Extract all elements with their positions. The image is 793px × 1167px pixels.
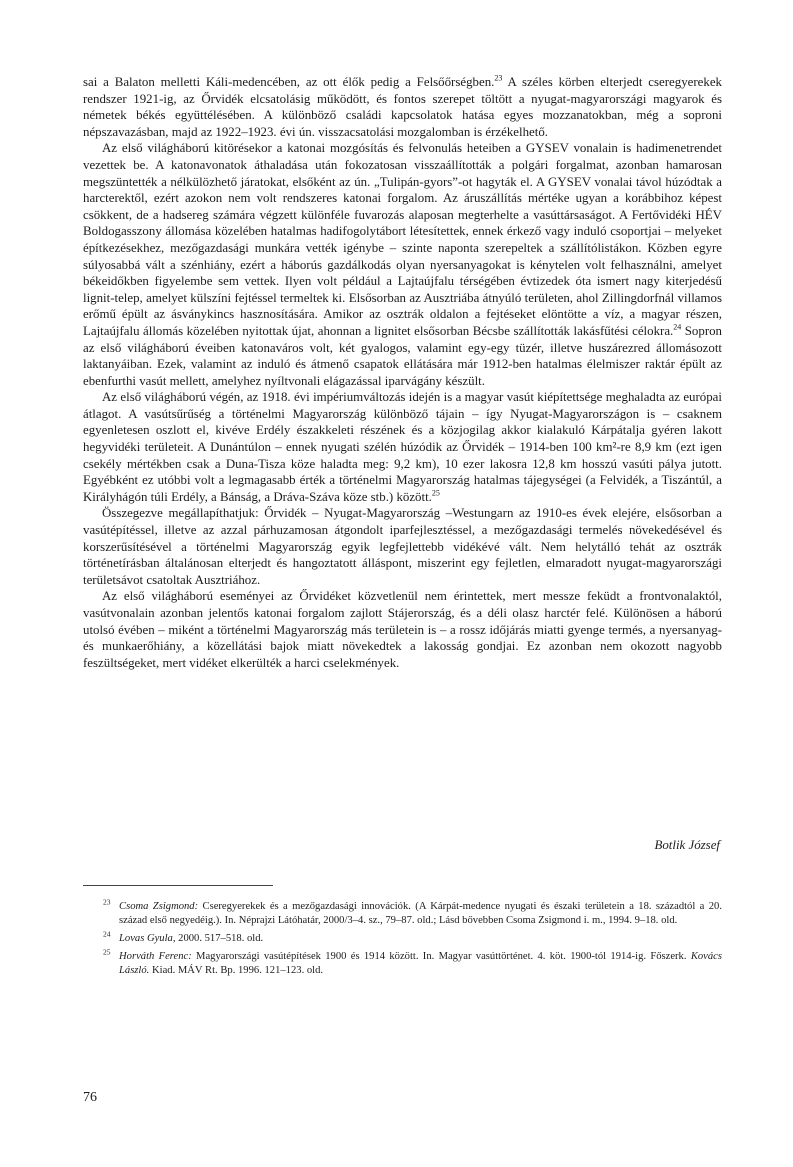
footnote-23: $^{23}$ Csoma Zsigmond: Cseregyerekek és a mezőgazdasági innovációk. (A Kárpát-medence nyugati és északi területein a 18. századtól a 20. század első negyedéig.). In. Néprajzi Látóhatár, 2000/3–4. sz., 79–87. old.; Lásd bővebben Csoma Zsigmond i. m., 1994. 9–18. old. [103, 897, 722, 926]
main-text [83, 74, 722, 671]
footnote-author: Csoma Zsigmond: [119, 901, 199, 912]
footnote-divider [83, 885, 273, 886]
footnotes [83, 897, 722, 982]
footnote-author: Lovas Gyula, [119, 933, 176, 944]
footnote-number: 25 [103, 947, 111, 957]
footnote-number: 23 [103, 897, 111, 907]
author-signature: Botlik József [654, 838, 720, 852]
footnote-author: Horváth Ferenc: [119, 951, 192, 962]
paragraph-4: Összegezve megállapíthatjuk: Őrvidék – Nyugat-Magyarország –Westungarn az 1910-es évek elejére, elsősorban a vasútépítéssel, illetve az azzal párhuzamosan átgondolt iparfejlesztéssel, a mezőgazdasági termelés növekedésével és korszerűsítésével a történelmi Magyarország egyik legfejlettebb vidékévé vált. Nem helytálló tehát az osztrák történetírásban általánosan elterjedt és hangoztatott álláspont, miszerint egy fejletlen, elmaradott nyugat-magyarországi területsávot csatoltak Ausztriához. [83, 506, 722, 587]
paragraph-1: sai a Balaton melletti Káli-medencében, az ott élők pedig a Felsőőrségben.$^{23}$ A széles körben elterjedt cseregyerekek rendszer 1921-ig, az Őrvidék elcsatolásig működött, és fontos szerepet töltött a nyugat-magyarországi magyarok és németek békés együttélésében. A különböző családi kapcsolatok hatása egyes mozzanatokban, még a soproni népszavazásban, majd az 1922–1923. évi ún. visszacsatolási mozgalomban is érzékelhető. [83, 73, 722, 139]
footnote-ref-24[interactable]: 24 [673, 322, 682, 332]
footnote-ref-25[interactable]: 25 [431, 488, 440, 498]
page-number: 76 [83, 1090, 97, 1105]
paragraph-2: Az első világháború kitörésekor a katonai mozgósítás és felvonulás heteiben a GYSEV vonalain is hadimenetrendet vezettek be. A katonavonatok áthaladása után fokozatosan visszaállították a polgári forgalmat, azonban hamarosan megszüntették a nélkülözhető járatokat, elsőként az ún. „Tulipán-gyors”-ot hagyták el. A GYSEV vonalai távol húzódtak a harcterektől, ezért azokon nem volt rendszeres katonai forgalom. Az áruszállítás mértéke ugyan a korábbihoz képest csökkent, de a hadsereg számára végzett különféle fuvarozás alaposan megterhelte a vasúttársaságot. A Fertővidéki HÉV Boldogasszony állomása közelében hatalmas hadifogolytábort létesítettek, ennek érkező vagy induló csoportjai – melyeket építkezésekhez, mezőgazdasági munkára vették igénybe – szinte naponta szerepeltek a szállítólistákon. Közben egyre súlyosabbá vált a szénhiány, ezért a háborús gazdálkodás olyan nyersanyagokat is kénytelen volt felhasználni, amelyet békeidőkben figyelembe sem vettek. Ilyen volt például a Lajtaújfalu térségében évtizedek óta ismert nagy kiterjedésű lignit-telep, amelyet külszíni fejtéssel termeltek ki. Elsősorban az Ausztriába átnyúló területen, ahol Zillingdorfnál villamos erőmű épült az ásványkincs hasznosítására. Amikor az osztrák oldalon a fejtéseket elöntötte a víz, a magyar részen, Lajtaújfalu állomás közelében nyitottak újat, ahonnan a lignitet elsősorban Bécsbe szállították lakásfűtési célokra.$^{24}$ Sopron az első világháború éveiben katonaváros volt, két gyalogos, valamint egy-egy tüzér, illetve huszárezred állomásozott laktanyáiban. Ezek, valamint az induló és átmenő csapatok ellátására már 1912-ben hatalmas élelmiszer raktár épült az ebenfurthi vasút mellett, amelyhez nyíltvonali elágazással iparvágány készült. [83, 141, 722, 388]
footnote-ref-23[interactable]: 23 [494, 73, 503, 83]
footnote-25: $^{25}$ Horváth Ferenc: Magyarországi vasútépítések 1900 és 1914 között. In. Magyar vasúttörténet. 4. köt. 1900-tól 1914-ig. Főszerk. Kovács László. Kiad. MÁV Rt. Bp. 1996. 121–123. old. [103, 947, 722, 976]
footnote-editor: Kovács László. [119, 951, 722, 976]
paragraph-5: Az első világháború eseményei az Őrvidéket közvetlenül nem érintettek, mert messze feküdt a frontvonalaktól, vasútvonalain azonban jelentős katonai forgalom zajlott Stájerország, és a déli olasz harctér felé. Különösen a háború utolsó évében – miként a történelmi Magyarország más területein is – a rossz időjárás miatti gyenge termés, a nyersanyag- és munkaerőhiány, a közellátási bajok miatt növekedtek a lakosság gondjai. Ez azonban nem okozott nagyobb feszültségeket, mert vidéket elkerülték a harci cselekmények. [83, 589, 722, 670]
footnote-number: 24 [103, 929, 111, 939]
footnote-24: $^{24}$ Lovas Gyula, 2000. 517–518. old. [103, 929, 264, 944]
paragraph-3: Az első világháború végén, az 1918. évi impériumváltozás idején is a magyar vasút kiépítettsége meghaladta az európai átlagot. A vasútsűrűség a történelmi Magyarország különböző tájain – így Nyugat-Magyarországon is – csaknem egyenletesen oszlott el, kivéve Erdély északkeleti részének és a közjogilag akkor kialakuló Kárpátalja gyéren lakott hegyvidéki területeit. A Dunántúlon – ennek nyugati szélén húzódik az Őrvidék – 1914-ben 100 km²-re 8,9 km (ezt igen csekély mértékben csak a Duna-Tisza köze haladta meg: 9,2 km), 10 ezer lakosra 12,8 km hosszú vasúti pálya jutott. Egyébként ez utóbbi volt a legmagasabb érték a történelmi Magyarország hatalmas tájegységei (a Felvidék, a Tiszántúl, a Királyhágón túli Erdély, a Bánság, a Dráva-Száva köze stb.) között.$^{25}$ [83, 390, 722, 504]
